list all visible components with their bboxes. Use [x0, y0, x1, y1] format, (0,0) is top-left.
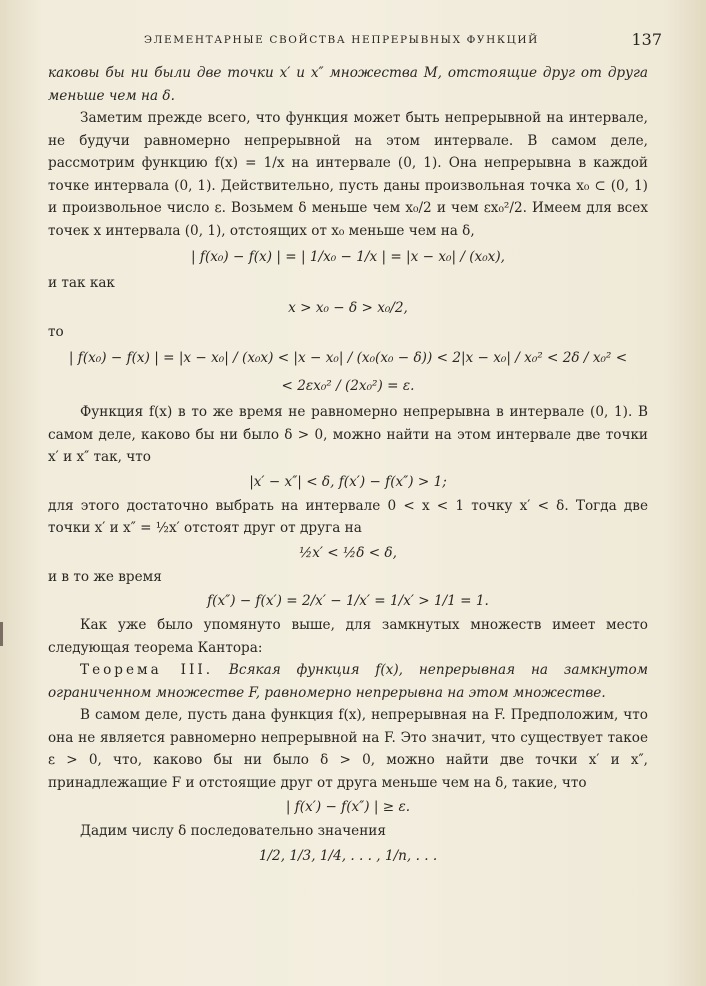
formula-inequality: x > x₀ − δ > x₀/2, — [288, 299, 408, 316]
formula-half-distance: ½x′ < ½δ < δ, — [299, 544, 397, 561]
formula-difference: | f(x₀) − f(x) | = | 1/x₀ − 1/x | = |x − x₀| / (x₀x), — [191, 249, 505, 265]
formula-estimate: | f(x₀) − f(x) | = |x − x₀| / (x₀x) < |x − x₀| / (x₀(x₀ − δ)) < 2|x − x₀| / x₀² < 2δ / x₀² < — [68, 350, 628, 366]
formula-epsilon: | f(x′) − f(x″) | ≥ ε. — [285, 799, 411, 815]
paragraph-sequence-intro: Дадим числу δ последовательно значения — [80, 823, 386, 839]
paragraph-then: то — [48, 323, 64, 340]
theorem-label: Теорема III. — [80, 662, 214, 678]
paragraph-and-since: и так как — [48, 275, 115, 291]
paragraph-cantor-intro: Как уже было упомянуто выше, для замкнутых множеств имеет место следующая теорема Кантора: — [48, 617, 648, 656]
paragraph-continuation: каковы бы ни были две точки x′ и x″ множества M, отстоящие друг от друга меньше чем на δ. — [48, 65, 648, 104]
formula-estimate-end: < 2εx₀² / (2x₀²) = ε. — [281, 378, 415, 394]
page-number: 137 — [631, 30, 662, 49]
formula-jump: f(x″) − f(x′) = 2/x′ − 1/x′ = 1/x′ > 1/1 = 1. — [207, 593, 489, 609]
paragraph-same-time: и в то же время — [48, 568, 162, 585]
page-header — [48, 30, 662, 50]
page-body — [48, 62, 648, 869]
paragraph-not-uniform: Функция f(x) в то же время не равномерно непрерывна в интервале (0, 1). В самом деле, каково бы ни было δ > 0, можно найти на этом интервале две точки x′ и x″ так, что — [48, 404, 648, 465]
theorem-statement: Всякая функция f(x), непрерывная на замкнутом ограниченном множестве F, равномерно непрерывна на этом множестве. — [48, 662, 648, 701]
theorem-block — [48, 659, 648, 704]
paragraph-proof: В самом деле, пусть дана функция f(x), непрерывная на F. Предположим, что она не является равномерно непрерывной на F. Это значит, что существует такое ε > 0, что, каково бы ни было δ > 0, можно найти две точки x′ и x″, принадлежащие F и отстоящие друг от друга меньше чем на δ, такие, что — [48, 707, 648, 791]
formula-points: |x′ − x″| < δ, f(x′) − f(x″) > 1; — [249, 473, 447, 490]
paragraph-example: Заметим прежде всего, что функция может быть непрерывной на интервале, не будучи равномерно непрерывной на этом интервале. В самом деле, рассмотрим функцию f(x) = 1/x на интервале (0, 1). Она непрерывна в каждой точке интервала (0, 1). Действительно, пусть даны произвольная точка x₀ ⊂ (0, 1) и произвольное число ε. Возьмем δ меньше чем x₀/2 и чем εx₀²/2. Имеем для всех точек x интервала (0, 1), отстоящих от x₀ меньше чем на δ, — [48, 110, 648, 239]
running-head: ЭЛЕМЕНТАРНЫЕ СВОЙСТВА НЕПРЕРЫВНЫХ ФУНКЦИЙ — [144, 34, 539, 46]
margin-mark — [0, 622, 3, 646]
formula-sequence: 1/2, 1/3, 1/4, . . . , 1/n, . . . — [258, 847, 438, 864]
paragraph-choice: для этого достаточно выбрать на интервале 0 < x < 1 точку x′ < δ. Тогда две точки x′ и x″ = ½x′ отстоят друг от друга на — [48, 497, 648, 536]
